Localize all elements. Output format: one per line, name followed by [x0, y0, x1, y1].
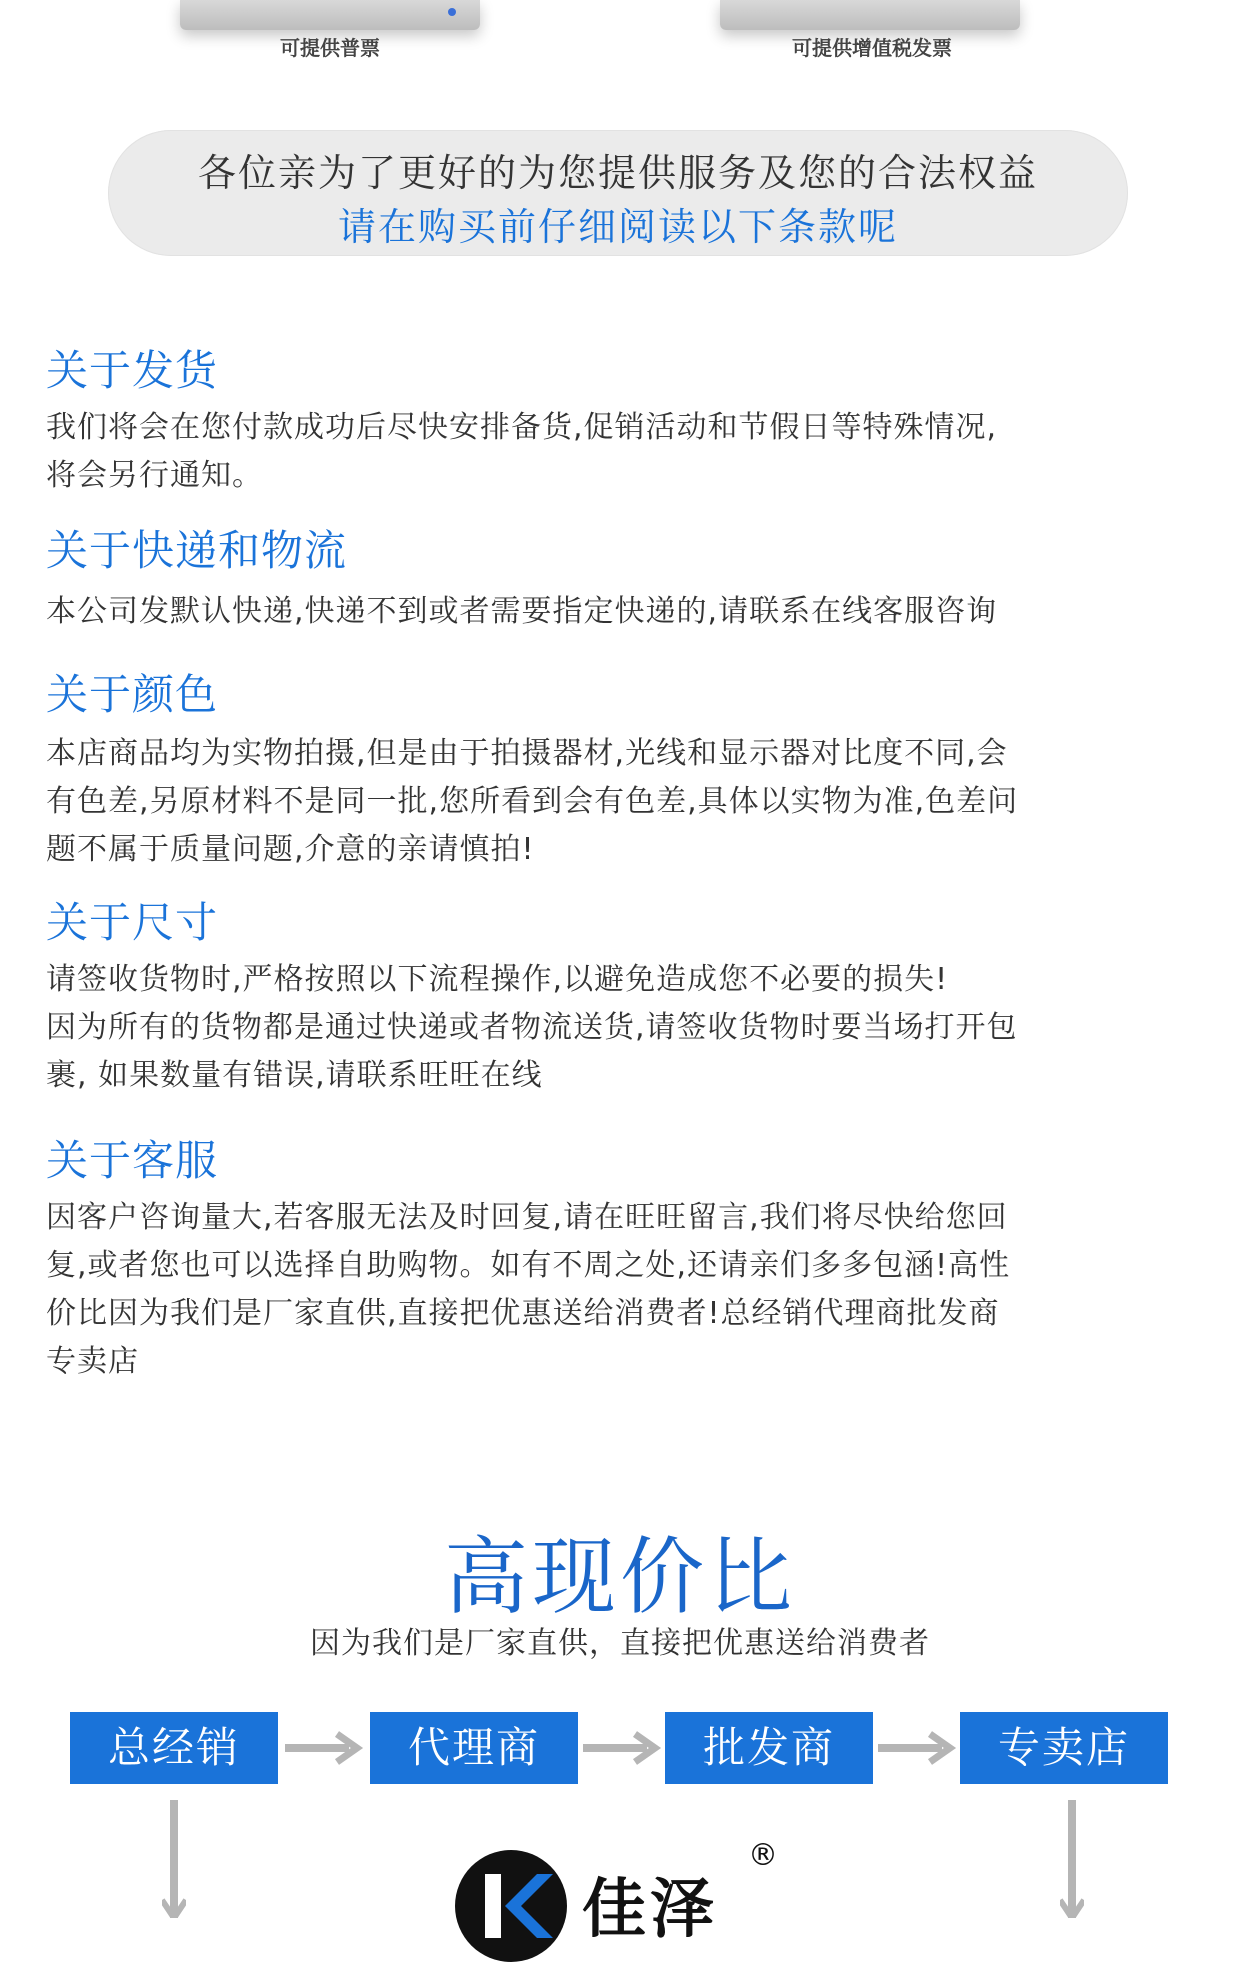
- section-title-color: 关于颜色: [46, 670, 219, 719]
- section-body-shipping: [46, 404, 1196, 500]
- arrow-down-icon: [1060, 1800, 1084, 1918]
- registered-mark: ®: [748, 1838, 778, 1873]
- section-line: 因为所有的货物都是通过快递或者物流送货,请签收货物时要当场打开包: [46, 1010, 1018, 1045]
- value-subtitle: 因为我们是厂家直供，直接把优惠送给消费者: [310, 1626, 930, 1661]
- value-title: 高现价比: [443, 1528, 796, 1626]
- normal-invoice-image: [180, 0, 480, 30]
- brand-name: 佳泽: [582, 1873, 718, 1947]
- section-line: 我们将会在您付款成功后尽快安排备货,促销活动和节假日等特殊情况,: [46, 410, 998, 445]
- chain-box-agent: 代理商: [370, 1712, 578, 1784]
- arrow-down-icon: [162, 1800, 186, 1918]
- section-body-logistics: [46, 588, 1196, 636]
- notice-banner: [108, 130, 1128, 256]
- section-title-shipping: 关于发货: [46, 346, 219, 395]
- section-line: 题不属于质量问题,介意的亲请慎拍!: [46, 832, 535, 867]
- section-title-logistics: 关于快递和物流: [46, 526, 348, 575]
- arrow-right-icon: [583, 1730, 663, 1766]
- section-line: 请签收货物时,严格按照以下流程操作,以避免造成您不必要的损失!: [46, 962, 949, 997]
- vat-invoice-caption: 可提供增值税发票: [792, 36, 952, 60]
- section-line: 本店商品均为实物拍摄,但是由于拍摄器材,光线和显示器对比度不同,会: [46, 736, 1008, 771]
- section-line: 因客户咨询量大,若客服无法及时回复,请在旺旺留言,我们将尽快给您回: [46, 1200, 1008, 1235]
- chain-box-general-distributor: 总经销: [70, 1712, 278, 1784]
- section-body-size: [46, 956, 1196, 1100]
- chain-box-wholesaler: 批发商: [665, 1712, 873, 1784]
- section-line: 复,或者您也可以选择自助购物。如有不周之处,还请亲们多多包涵!高性: [46, 1248, 1011, 1283]
- brand-k-icon: [455, 1850, 567, 1962]
- stamp-mark-icon: [448, 8, 456, 16]
- notice-line-1: 各位亲为了更好的为您提供服务及您的合法权益: [197, 151, 1038, 195]
- brand-logo-icon: [455, 1850, 567, 1962]
- section-line: 将会另行通知。: [46, 458, 263, 493]
- section-title-size: 关于尺寸: [46, 898, 219, 947]
- section-line: 专卖店: [46, 1344, 139, 1379]
- arrow-right-icon: [878, 1730, 958, 1766]
- normal-invoice-caption: 可提供普票: [280, 36, 380, 60]
- section-line: 裹, 如果数量有错误,请联系旺旺在线: [46, 1058, 543, 1093]
- section-line: 价比因为我们是厂家直供,直接把优惠送给消费者!总经销代理商批发商: [46, 1296, 1000, 1331]
- section-body-color: [46, 730, 1196, 874]
- notice-line-2: 请在购买前仔细阅读以下条款呢: [337, 205, 898, 249]
- vat-invoice-image: [720, 0, 1020, 30]
- chain-box-store: 专卖店: [960, 1712, 1168, 1784]
- section-body-service: [46, 1194, 1196, 1386]
- arrow-right-icon: [285, 1730, 365, 1766]
- section-title-service: 关于客服: [46, 1136, 219, 1185]
- section-line: 有色差,另原材料不是同一批,您所看到会有色差,具体以实物为准,色差问: [46, 784, 1019, 819]
- section-line: 本公司发默认快递,快递不到或者需要指定快递的,请联系在线客服咨询: [46, 594, 998, 629]
